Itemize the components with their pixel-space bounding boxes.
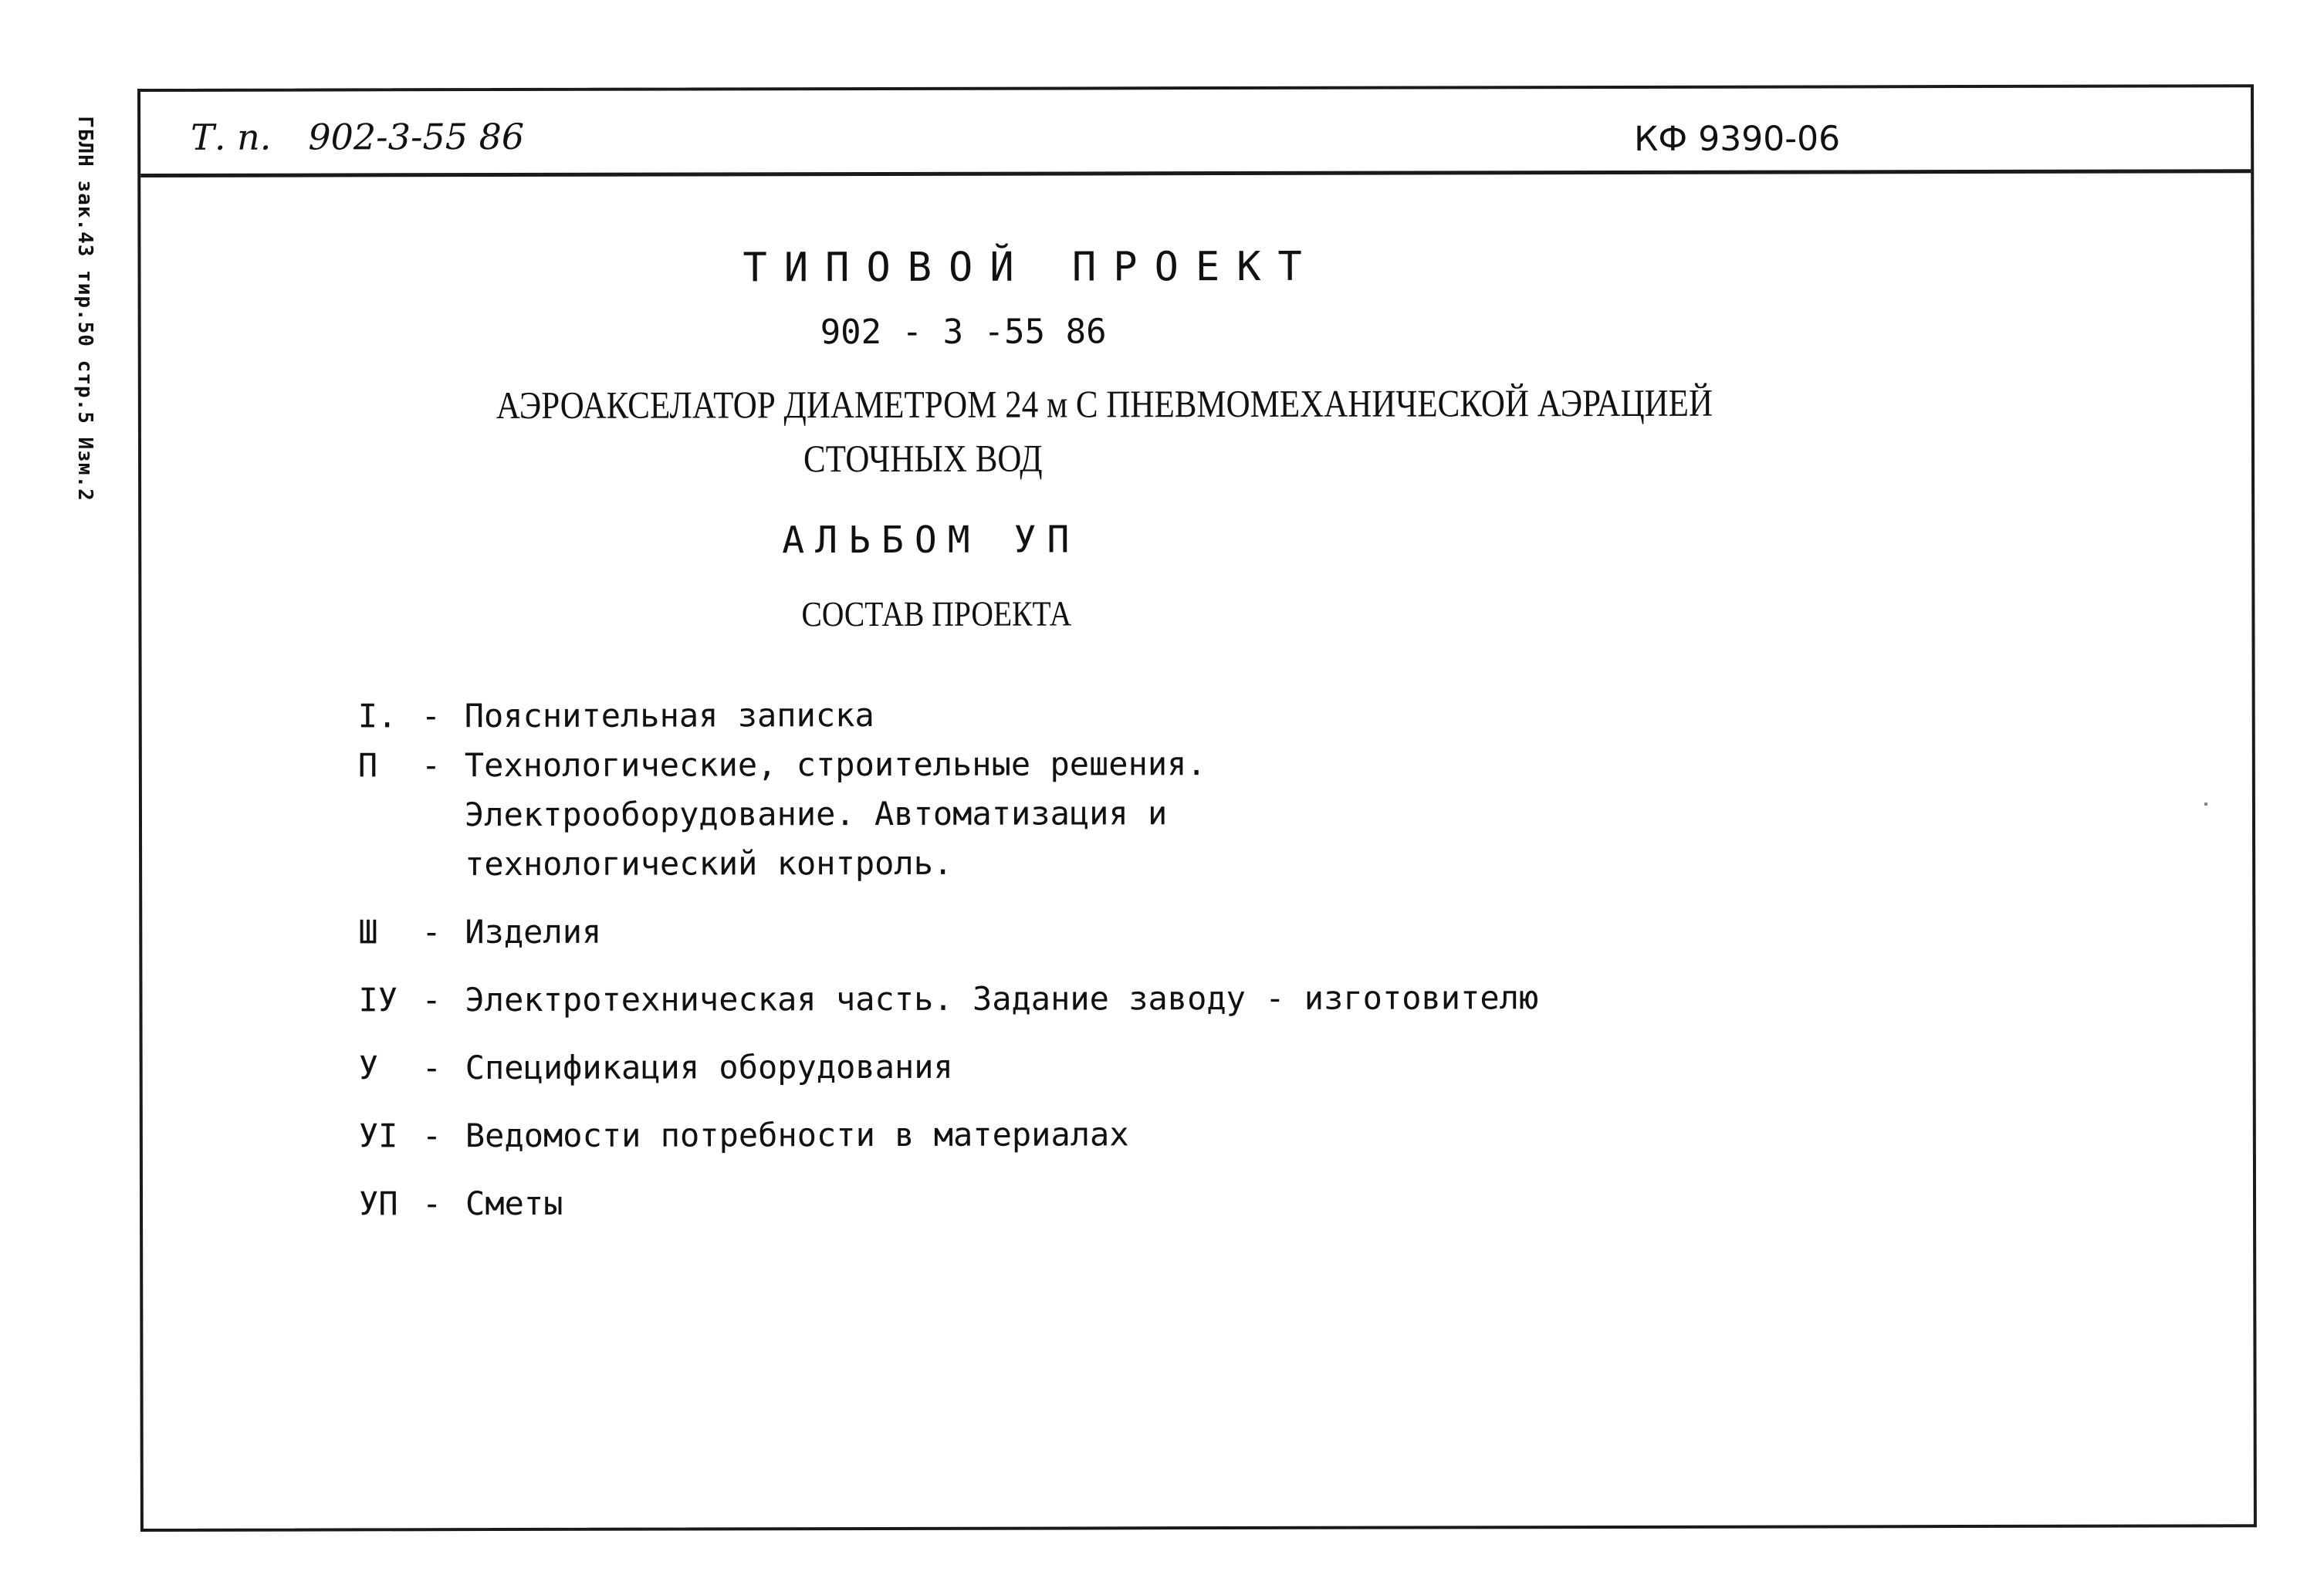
album-label: АЛЬБОМ УП bbox=[782, 518, 1081, 563]
item-text: Спецификация оборудования bbox=[465, 1047, 953, 1087]
item-text: технологический контроль. bbox=[465, 843, 953, 884]
item-number: Ш bbox=[358, 913, 378, 951]
item-dash: - bbox=[421, 1117, 442, 1155]
document-frame bbox=[137, 84, 2257, 1532]
contents-list bbox=[358, 689, 1539, 1228]
item-dash: - bbox=[421, 1184, 442, 1223]
composition-heading: СОСТАВ ПРОЕКТА bbox=[801, 593, 1072, 634]
item-text: Изделия bbox=[465, 912, 602, 951]
header-code: КФ 9390-06 bbox=[1634, 119, 1841, 159]
list-item bbox=[358, 905, 1538, 957]
scan-speck bbox=[2204, 803, 2207, 806]
document-title: ТИПОВОЙ ПРОЕКТ bbox=[743, 243, 1319, 292]
item-text: Сметы bbox=[465, 1184, 563, 1223]
item-dash: - bbox=[421, 981, 441, 1019]
side-stamp bbox=[54, 108, 116, 509]
item-text: Электрооборудование. Автоматизация и bbox=[464, 794, 1168, 834]
item-number: I. bbox=[357, 697, 397, 735]
project-subject-line-2: СТОЧНЫХ ВОД bbox=[803, 436, 1043, 481]
project-subject-line-1: АЭРОАКСЕЛАТОР ДИАМЕТРОМ 24 м С ПНЕВМОМЕХАНИЧЕСКОЙ АЭРАЦИЕЙ bbox=[496, 380, 1713, 427]
project-number: 902 - 3 -55 86 bbox=[820, 312, 1107, 353]
item-dash: - bbox=[421, 913, 441, 951]
item-number: УП bbox=[358, 1184, 398, 1223]
list-item bbox=[359, 1109, 1539, 1161]
series-prefix: Т. п. bbox=[191, 116, 272, 158]
item-dash: - bbox=[421, 1049, 442, 1087]
item-dash: - bbox=[421, 746, 441, 785]
item-number: IУ bbox=[358, 981, 398, 1019]
item-dash: - bbox=[421, 697, 441, 735]
document-body bbox=[140, 87, 2254, 1529]
side-stamp-text: ГБЛН зак.43 тир.50 стр.5 Изм.2 bbox=[73, 116, 96, 502]
list-item bbox=[359, 1177, 1539, 1228]
item-number: У bbox=[358, 1049, 379, 1087]
item-text: Электротехническая часть. Задание заводу - изготовителю bbox=[465, 978, 1539, 1019]
item-text: Технологические, строительные решения. bbox=[464, 745, 1206, 785]
list-item bbox=[359, 1041, 1539, 1093]
item-text: Ведомости потребности в материалах bbox=[465, 1115, 1129, 1155]
series-number: 902-3-55 86 bbox=[308, 115, 525, 158]
item-number: УI bbox=[358, 1117, 398, 1155]
list-item bbox=[358, 973, 1538, 1025]
list-item bbox=[358, 689, 1538, 741]
list-item bbox=[358, 738, 1538, 889]
item-text: Пояснительная записка bbox=[464, 696, 874, 735]
item-number: П bbox=[357, 746, 378, 785]
